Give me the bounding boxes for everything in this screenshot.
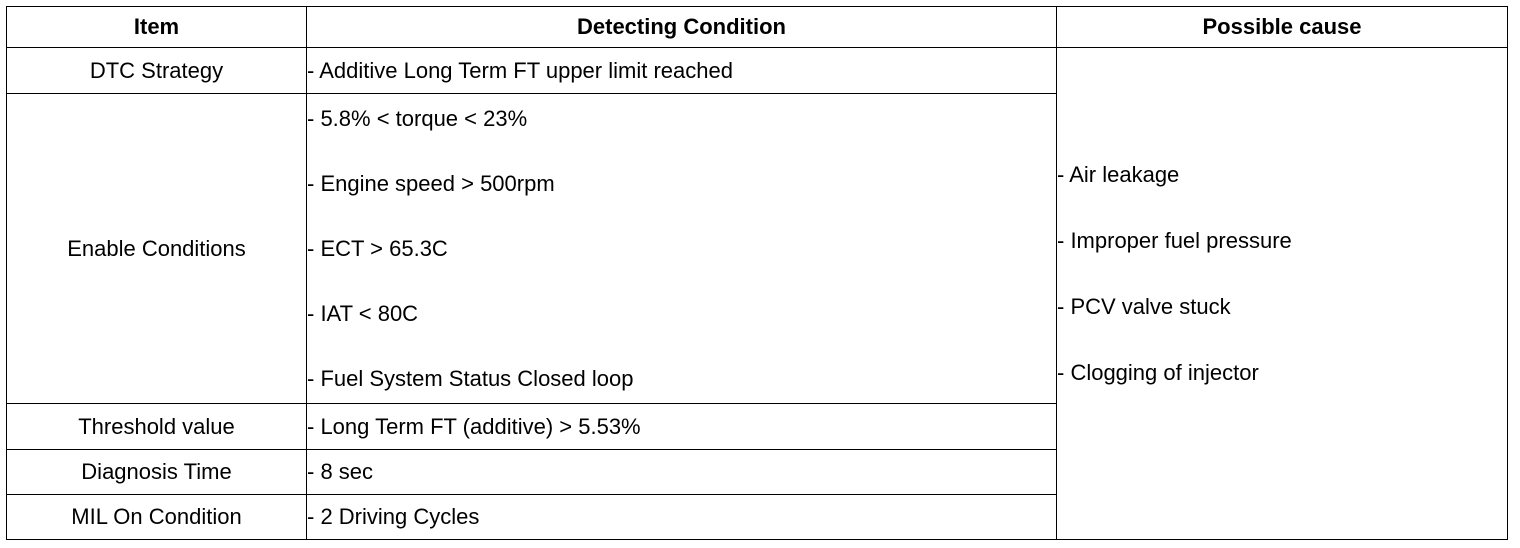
cause-fuel-pressure: - Improper fuel pressure xyxy=(1057,227,1292,253)
enable-condition-fuel-system: - Fuel System Status Closed loop xyxy=(307,365,634,391)
header-possible-cause: Possible cause xyxy=(1057,7,1508,48)
enable-condition-iat: - IAT < 80C xyxy=(307,300,419,326)
condition-mil-on-condition: - 2 Driving Cycles xyxy=(307,495,1057,540)
header-item: Item xyxy=(7,7,307,48)
item-diagnosis-time: Diagnosis Time xyxy=(7,450,307,495)
table-row-dtc-strategy xyxy=(7,48,1508,94)
enable-condition-engine-speed: - Engine speed > 500rpm xyxy=(307,170,555,196)
condition-enable-conditions xyxy=(307,94,1057,404)
item-mil-on-condition: MIL On Condition xyxy=(7,495,307,540)
diagnostic-table xyxy=(6,6,1508,540)
possible-cause-cell xyxy=(1057,48,1508,540)
enable-condition-list xyxy=(307,106,1056,392)
header-row xyxy=(7,7,1508,48)
condition-threshold-value: - Long Term FT (additive) > 5.53% xyxy=(307,404,1057,450)
header-detecting-condition: Detecting Condition xyxy=(307,7,1057,48)
cause-pcv-valve: - PCV valve stuck xyxy=(1057,293,1231,319)
item-threshold-value: Threshold value xyxy=(7,404,307,450)
enable-condition-ect: - ECT > 65.3C xyxy=(307,235,448,261)
cause-air-leakage: - Air leakage xyxy=(1057,161,1180,187)
condition-diagnosis-time: - 8 sec xyxy=(307,450,1057,495)
cause-injector: - Clogging of injector xyxy=(1057,359,1259,385)
item-enable-conditions: Enable Conditions xyxy=(7,94,307,404)
possible-cause-list xyxy=(1057,162,1507,386)
item-dtc-strategy: DTC Strategy xyxy=(7,48,307,94)
enable-condition-torque: - 5.8% < torque < 23% xyxy=(307,105,528,131)
condition-dtc-strategy: - Additive Long Term FT upper limit reached xyxy=(307,48,1057,94)
